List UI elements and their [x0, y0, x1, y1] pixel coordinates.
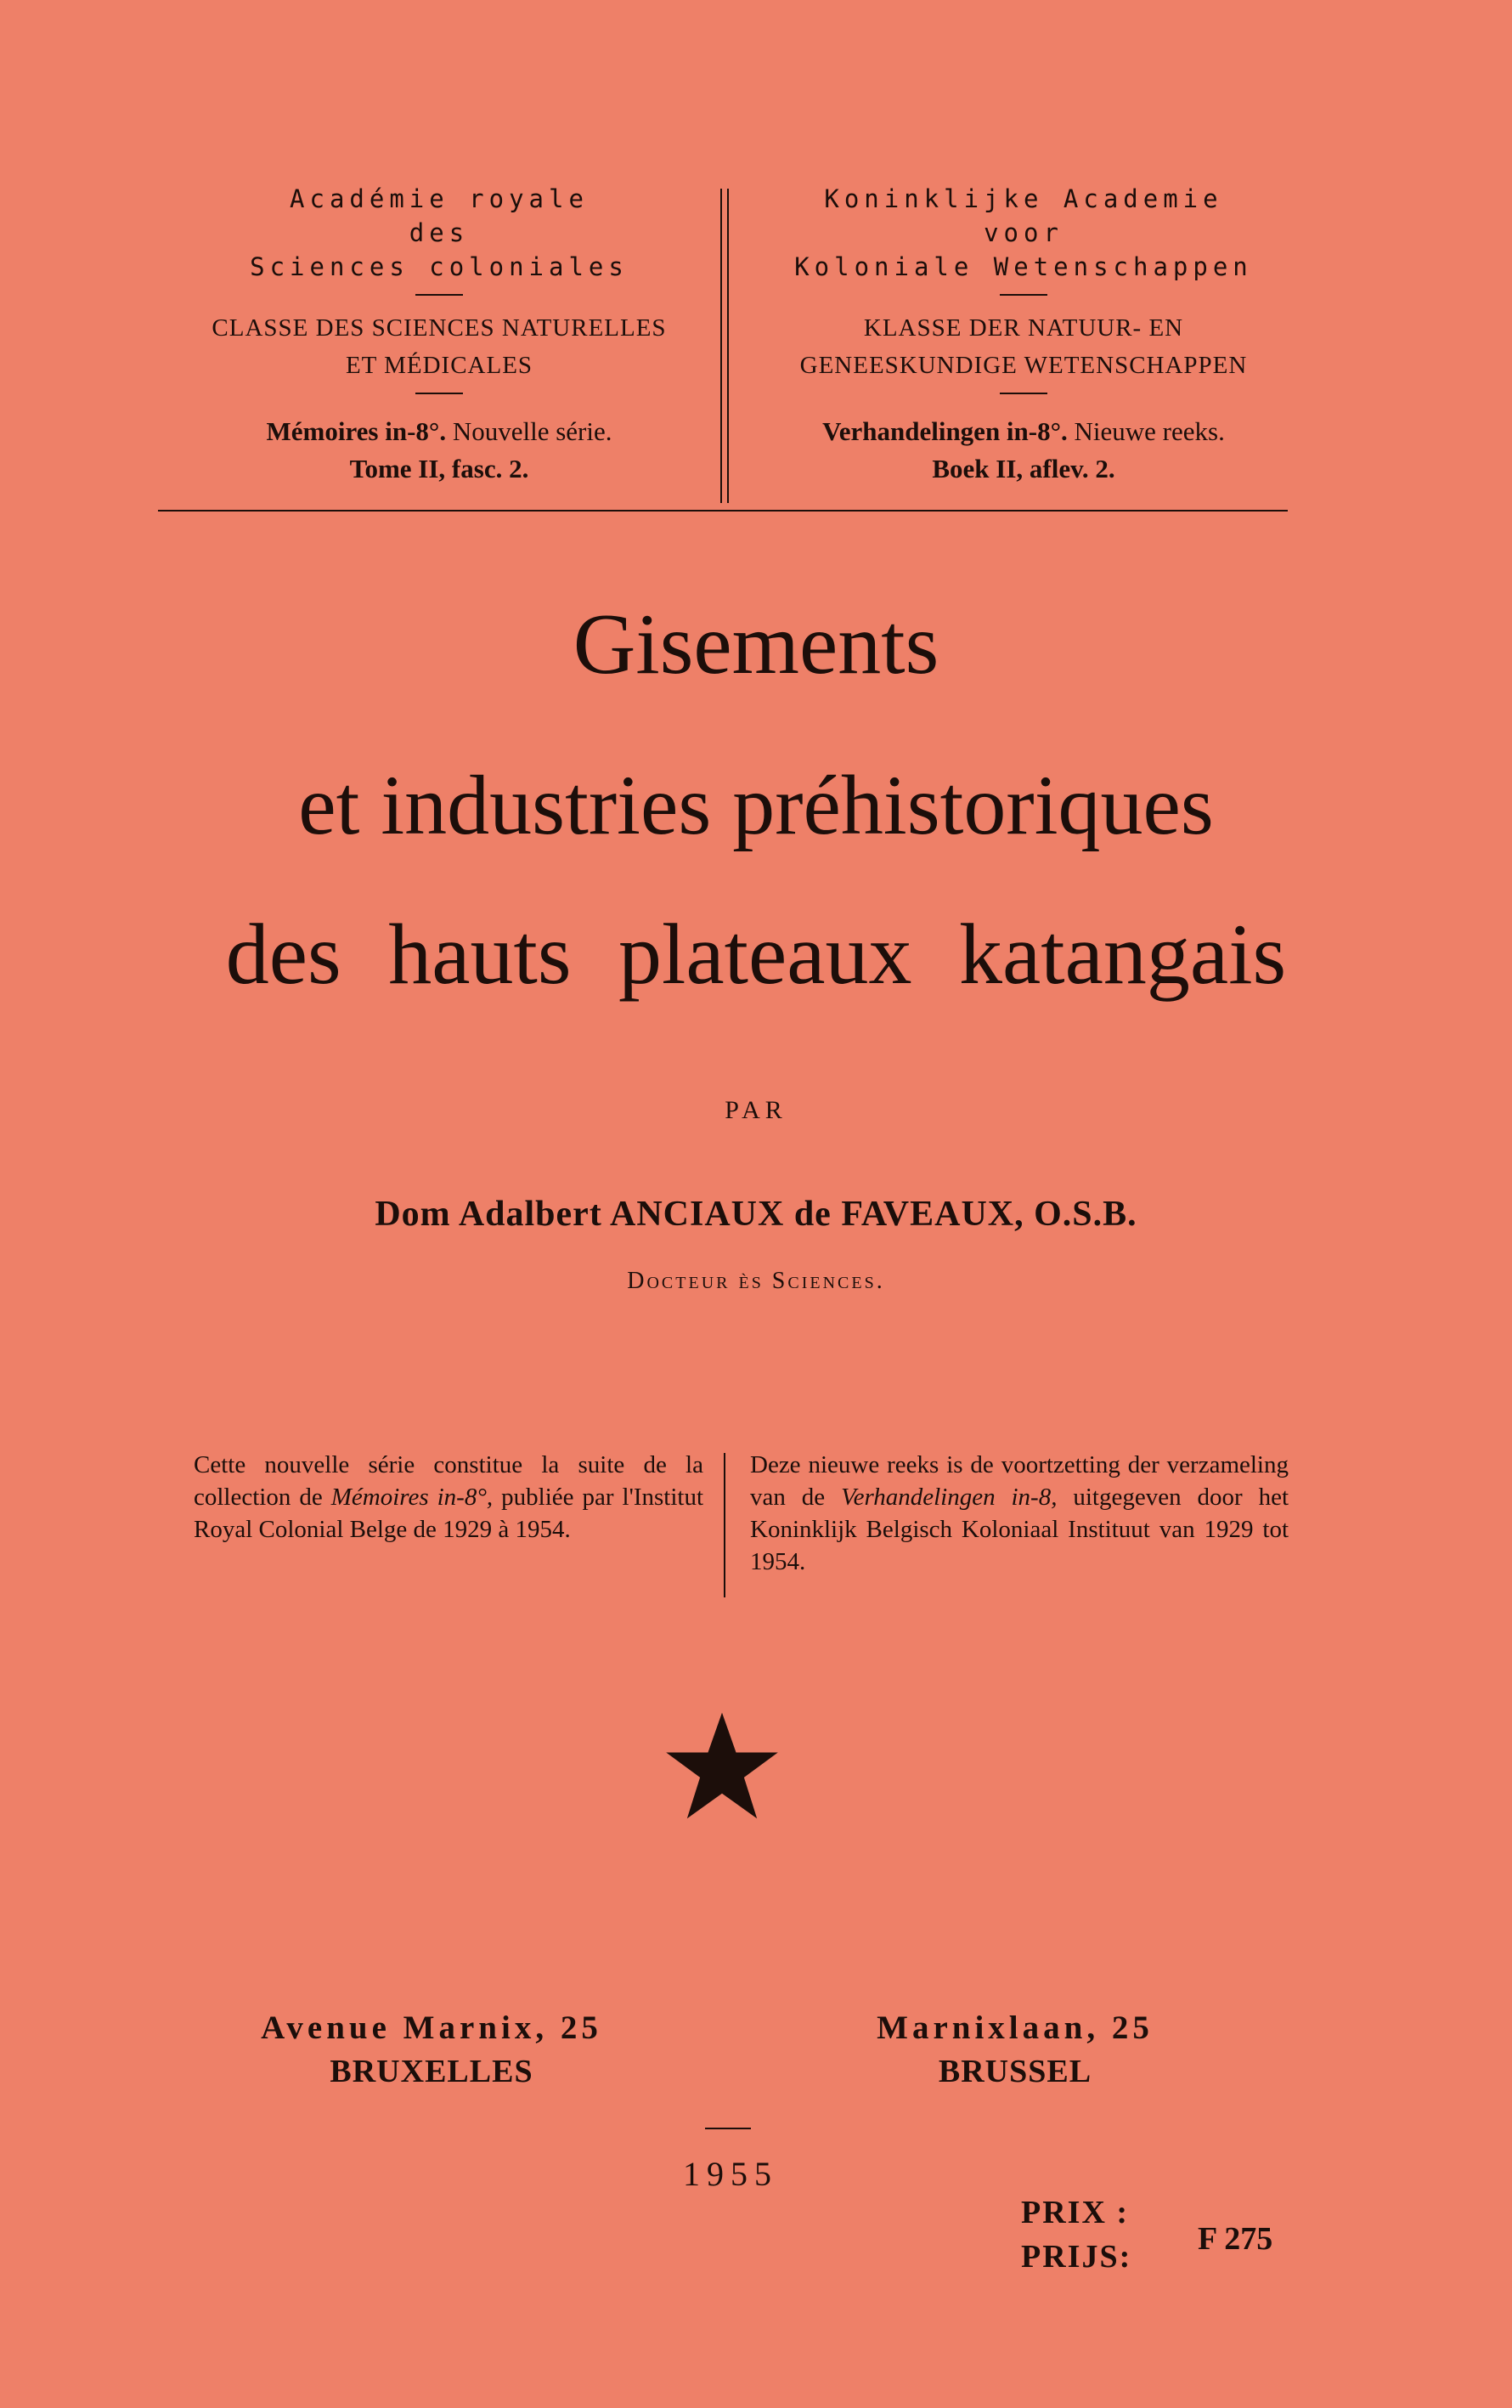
address-nl-city: BRUSSEL	[938, 2054, 1092, 2089]
note-fr-after: publiée par l'Institut Royal Colonial Belge de 1929 à 1954.	[194, 1484, 704, 1543]
note-fr-before: Cette nouvelle série constitue la suite de la collection de	[194, 1451, 703, 1511]
year-divider	[705, 2128, 751, 2129]
title-line1: Gisements	[573, 596, 939, 692]
title-line2: et industries préhistoriques	[298, 758, 1214, 852]
author-title: Docteur ès Sciences.	[627, 1268, 885, 1294]
header-vertical-rule	[720, 189, 722, 503]
tome-fr: Tome II, fasc. 2.	[349, 454, 529, 483]
divider	[415, 393, 463, 394]
par-label: PAR	[725, 1096, 787, 1124]
divider	[1000, 393, 1047, 394]
divider	[1000, 294, 1047, 296]
note-nl-before: Deze nieuwe reeks is de voortzetting der verzameling van de	[750, 1451, 1289, 1511]
classe-fr-line2: ET MÉDICALES	[345, 352, 533, 379]
price-value: F 275	[1198, 2221, 1273, 2257]
note-nl	[750, 1449, 1289, 1578]
header-horizontal-rule	[158, 510, 1288, 512]
address-fr	[160, 2007, 703, 2094]
series-nl-bold: Verhandelingen in-8°.	[822, 416, 1068, 446]
header-left	[155, 182, 724, 488]
classe-nl-line1: KLASSE DER NATUUR- EN	[863, 314, 1184, 342]
note-nl-after: uitgegeven door het Koninklijk Belgisch Koloniaal Instituut van 1929 tot 1954.	[750, 1484, 1289, 1575]
classe-fr-line1: CLASSE DES SCIENCES NATURELLES	[212, 314, 667, 342]
title-line3: des hauts plateaux katangais	[225, 907, 1287, 1003]
academy-name-fr-line1: Académie royale	[290, 184, 589, 213]
author-name: Dom Adalbert ANCIAUX de FAVEAUX, O.S.B.	[375, 1195, 1137, 1234]
address-fr-street: Avenue Marnix, 25	[261, 2009, 602, 2046]
price-label-fr: PRIX :	[1021, 2195, 1130, 2230]
series-fr-bold: Mémoires in-8°.	[266, 416, 447, 446]
series-nl-rest: Nieuwe reeks.	[1074, 416, 1225, 446]
academy-name-fr-line2: des	[409, 218, 470, 247]
note-fr-italic: Mémoires in-8°,	[330, 1484, 494, 1511]
star-icon	[663, 1708, 781, 1827]
header-right	[739, 182, 1308, 488]
boek-nl: Boek II, aflev. 2.	[932, 454, 1115, 483]
notes-vertical-rule	[724, 1453, 725, 1597]
academy-name-nl-line1: Koninklijke Academie	[824, 184, 1223, 213]
academy-name-nl-line3: Koloniale Wetenschappen	[794, 252, 1253, 281]
address-fr-city: BRUXELLES	[330, 2054, 533, 2089]
academy-name-fr-line3: Sciences coloniales	[250, 252, 629, 281]
series-fr	[155, 413, 724, 450]
price-label-nl: PRIJS:	[1021, 2239, 1132, 2275]
address-nl	[743, 2007, 1287, 2094]
series-fr-rest: Nouvelle série.	[452, 416, 612, 446]
address-nl-street: Marnixlaan, 25	[877, 2009, 1154, 2046]
price-labels	[1021, 2190, 1131, 2279]
classe-nl-line2: GENEESKUNDIGE WETENSCHAPPEN	[799, 352, 1248, 379]
header-vertical-rule	[727, 189, 729, 503]
note-fr	[194, 1449, 703, 1546]
series-nl	[739, 413, 1308, 450]
publication-year: 1955	[683, 2155, 778, 2193]
note-nl-italic: Verhandelingen in-8,	[841, 1484, 1058, 1511]
academy-name-nl-line2: voor	[984, 218, 1063, 247]
divider	[415, 294, 463, 296]
